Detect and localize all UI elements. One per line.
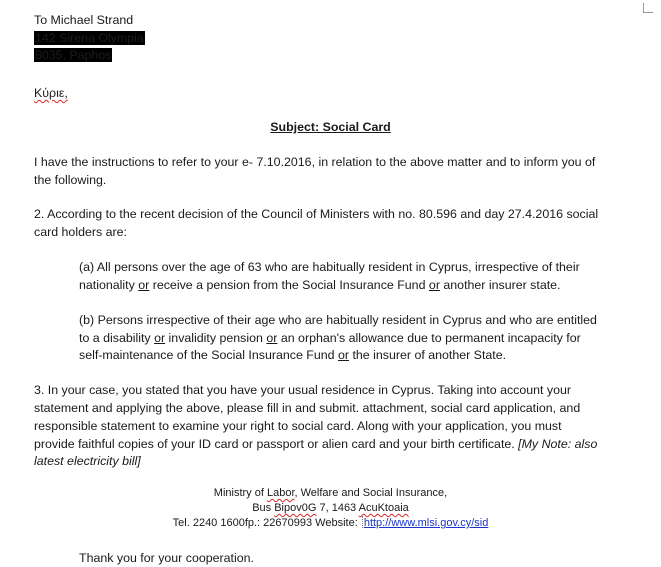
ministry-website-link[interactable]: http://www.mlsi.gov.cy/sid: [363, 517, 489, 529]
para3-text-4: provide faithful copies of your ID card or passport or alien card and your birth certificate.: [34, 437, 519, 451]
item-b-text-2: invalidity pension: [165, 331, 267, 345]
item-b-or-2: or: [266, 331, 278, 345]
footer-line-3: [0, 516, 661, 531]
item-a-text-3: another insurer state.: [439, 278, 561, 292]
item-b-or-1: or: [154, 331, 166, 345]
footer-text-5: Tel. 2240 1600fp.: 22670993 Website:: [172, 517, 361, 529]
page-corner-marker: [643, 3, 653, 13]
redacted-address-line-1: 142 Sirena Olympia: [35, 31, 144, 45]
footer-text-2: , Welfare and Social Insurance,: [294, 487, 448, 499]
item-b-or-3: or: [337, 348, 350, 362]
footer-city-word: AcuKtoaia: [358, 502, 409, 514]
para3-line-3: responsible statement to examine your right to social card. Along with your application, you must: [34, 419, 562, 433]
item-b-text-1: to a disability: [79, 331, 155, 345]
item-a-or-1: or: [138, 278, 150, 292]
footer-text-4: 7, 1463: [316, 502, 359, 514]
item-a-text-1: nationality: [79, 278, 139, 292]
item-b-line-1: (b) Persons irrespective of their age who are habitually resident in Cyprus and who are entitled: [79, 313, 597, 327]
para3-line-4: [34, 435, 597, 453]
para3-line-2: statement and applying the above, please fill in and submit. attachment, social card application, and: [34, 401, 581, 415]
item-b-line-3: [79, 346, 506, 364]
item-a-text-2: receive a pension from the Social Insurance Fund: [149, 278, 429, 292]
para3-note-1: [My Note: also: [518, 437, 598, 451]
para3-line-1: 3. In your case, you stated that you have your usual residence in Cyprus. Taking into account your: [34, 383, 572, 397]
recipient-address-line-1: [34, 29, 145, 47]
salutation-text: Κύριε,: [34, 86, 68, 100]
recipient-name: [34, 11, 133, 29]
footer-line-1: [0, 486, 661, 501]
intro-line-1: I have the instructions to refer to your e- 7.10.2016, in relation to the above matter and to inform you of: [34, 155, 596, 169]
item-b-text-4: self-maintenance of the Social Insurance Fund: [79, 348, 338, 362]
para3-line-5: latest electricity bill]: [34, 454, 141, 468]
footer-text-1: Ministry of: [213, 487, 267, 499]
item-b-text-3: an orphan's allowance due to permanent incapacity for: [277, 331, 581, 345]
subject-heading: [0, 118, 661, 136]
item-a-or-2: or: [428, 278, 440, 292]
subject-text: Subject: Social Card: [270, 120, 391, 134]
salutation: [34, 84, 68, 102]
recipient-address-line-2: [34, 46, 112, 64]
intro-line-2: the following.: [34, 173, 107, 187]
para2-line-1: 2. According to the recent decision of the Council of Ministers with no. 80.596 and day 27.4.2016 social: [34, 207, 599, 221]
item-b-text-5: the insurer of another State.: [349, 348, 507, 362]
item-b-line-2: [79, 329, 581, 347]
text-cursor-marker: [362, 516, 363, 528]
recipient-to-line: To Michael Strand: [34, 13, 134, 27]
item-a-line-2: [79, 276, 560, 294]
footer-text-3: Bus: [252, 502, 275, 514]
cut-off-closing-line: Thank you for your cooperation.: [79, 551, 254, 565]
footer-street-word: Bipov0G: [274, 502, 317, 514]
footer-line-2: [0, 501, 661, 516]
redacted-address-line-2: 8035, Paphos: [35, 48, 112, 62]
para2-line-2: card holders are:: [34, 225, 127, 239]
footer-labor-word: Labor: [266, 487, 295, 499]
item-a-line-1: (a) All persons over the age of 63 who are habitually resident in Cyprus, irrespective of their: [79, 260, 580, 274]
